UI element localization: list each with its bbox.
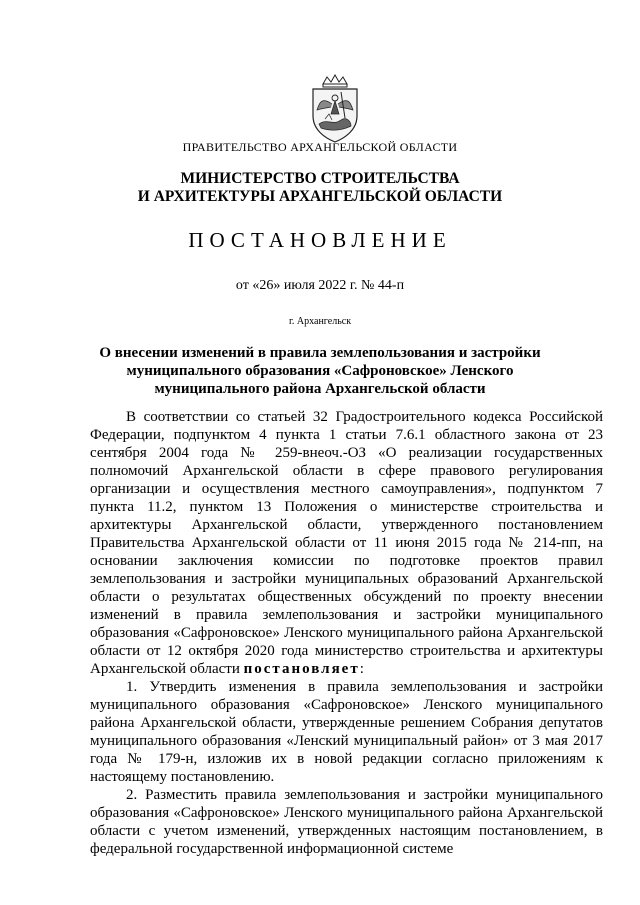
document-title-line1: О внесении изменений в правила землепользования и застройки [99,345,541,361]
ministry-name [60,170,580,206]
clause-2-paragraph: 2. Разместить правила землепользования и застройки муниципального образования «Сафроновское» Ленского муниципального района Архангельской области с учетом изменений, утвержденных настоящим постановлением, в федеральной государственной информационной системе [90,787,603,857]
document-body [90,408,603,858]
archangel-coat-of-arms-icon [307,74,363,144]
preamble-paragraph [90,408,603,678]
document-type: ПОСТАНОВЛЕНИЕ [188,228,452,252]
document-title-line3: муниципального района Архангельской области [154,381,486,397]
ministry-name-line1: МИНИСТЕРСТВО СТРОИТЕЛЬСТВА [180,170,460,187]
preamble-end: : [359,661,364,677]
document-title-line2: муниципального образования «Сафроновское» Ленского [126,363,514,379]
ministry-name-line2: И АРХИТЕКТУРЫ АРХАНГЕЛЬСКОЙ ОБЛАСТИ [137,188,503,205]
clause-1-paragraph: 1. Утвердить изменения в правила землепользования и застройки муниципального образования «Сафроновское» Ленского муниципального района Архангельской области, утвержденные решением Собрания депутатов муниципального образования «Ленский муниципальный район» от 3 мая 2017 года № 179-н, изложив их в новой редакции согласно приложениям к настоящему постановлению. [90,679,603,785]
document-city: г. Архангельск [288,316,352,327]
document-date-number: от «26» июля 2022 г. № 44-п [235,278,405,293]
resolution-verb: постановляет [243,661,360,677]
government-name: ПРАВИТЕЛЬСТВО АРХАНГЕЛЬСКОЙ ОБЛАСТИ [182,140,458,154]
preamble-text: В соответствии со статьей 32 Градостроительного кодекса Российской Федерации, подпунктом 4 пункта 1 статьи 7.6.1 областного закона от 23 сентября 2004 года № 259-внеоч.-ОЗ «О реализации государственных полномочий Архангельской области в сфере правового регулирования организации и осуществления местного самоуправления», подпунктом 7 пункта 11.2, пунктом 13 Положения о министерстве строительства и архитектуры Архангельской области, утвержденного постановлением Правительства Архангельской области от 11 июня 2015 года № 214-пп, на основании заключения комиссии по подготовке проектов правил землепользования и застройки муниципальных образований Архангельской области о результатах общественных обсуждений по проекту внесении изменений в правила землепользования и застройки муниципального образования «Сафроновское» Ленского муниципального района Архангельской области от 12 октября 2020 года министерство строительства и архитектуры Архангельской области [90,409,603,677]
document-title [60,344,580,398]
